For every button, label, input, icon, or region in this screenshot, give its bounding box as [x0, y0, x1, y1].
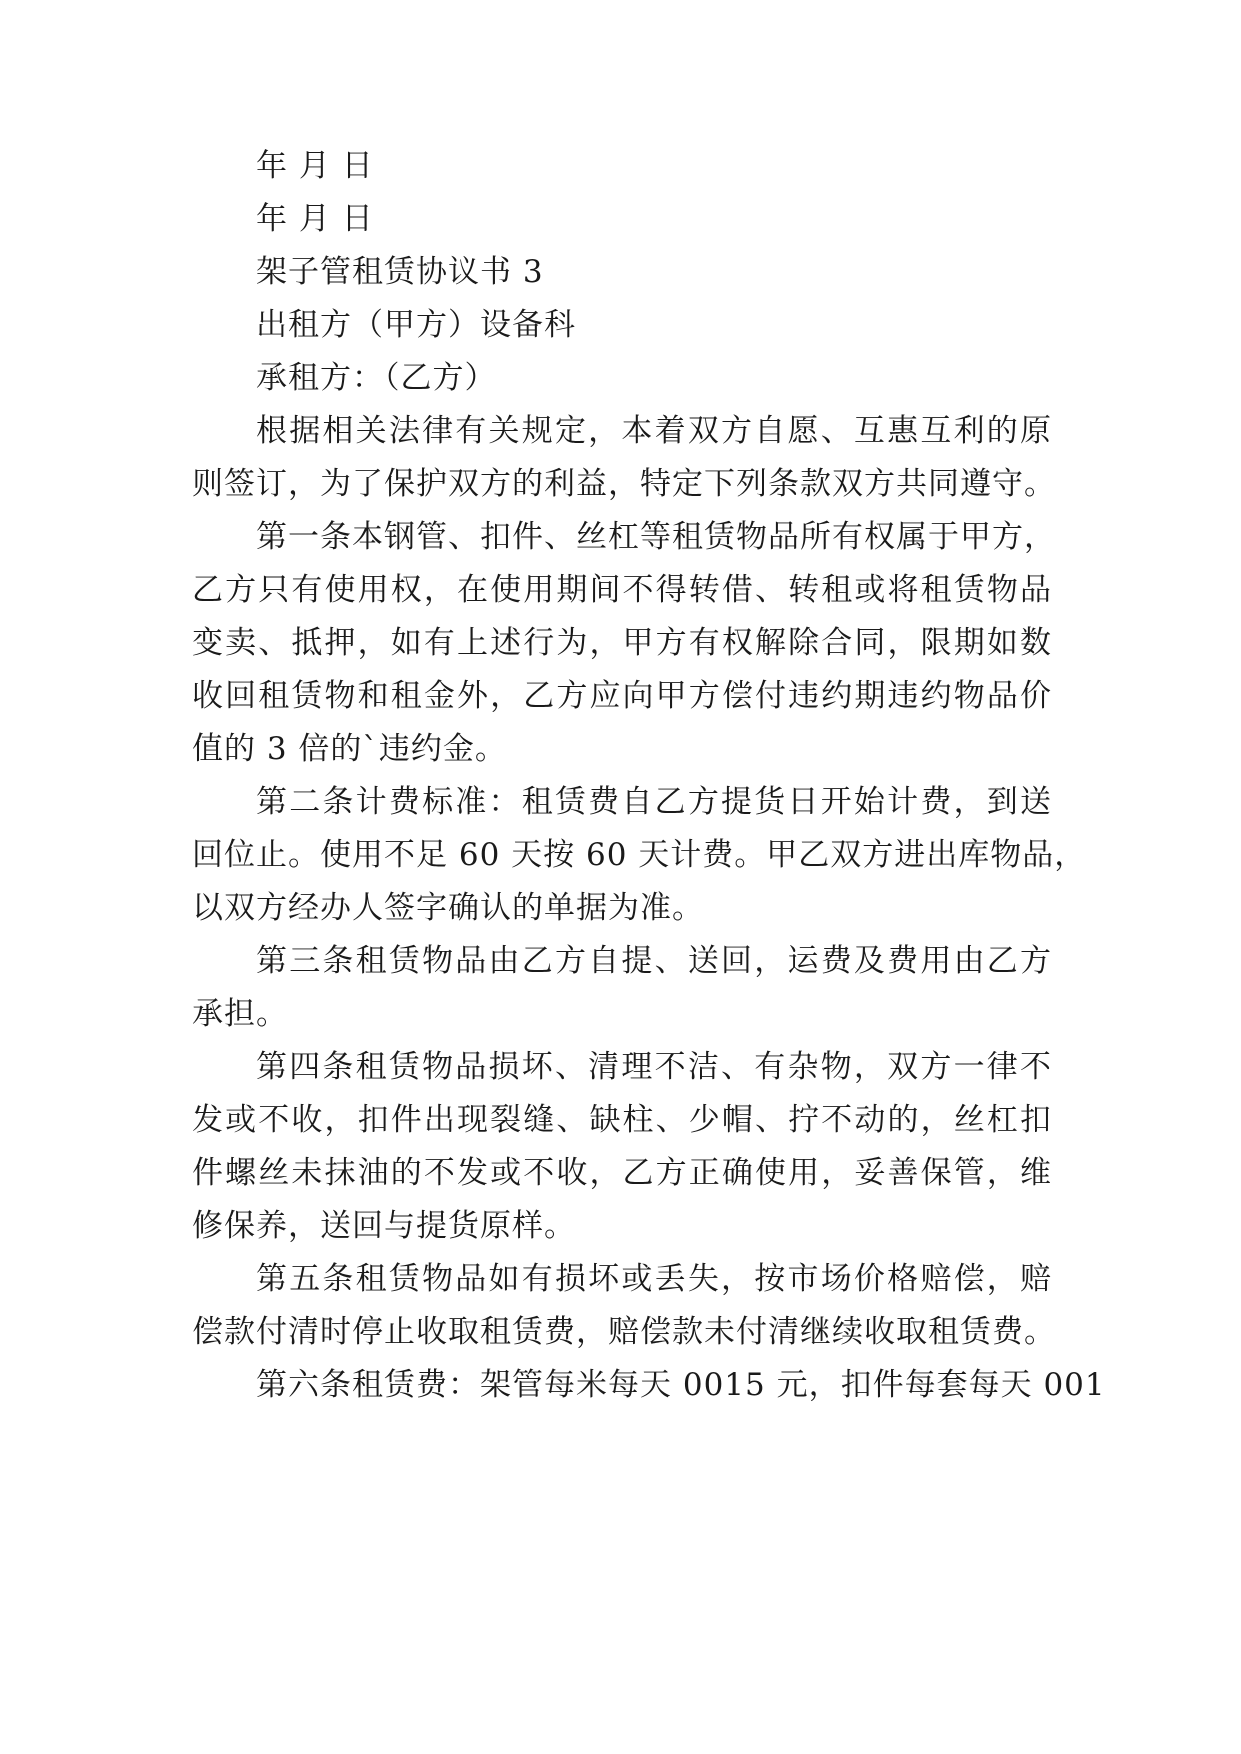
article-1-line-1: 第一条本钢管、扣件、丝杠等租赁物品所有权属于甲方，: [256, 519, 1056, 555]
date-line-2: 年 月 日: [256, 201, 374, 237]
article-1-line-3: 变卖、抵押，如有上述行为，甲方有权解除合同，限期如数: [192, 625, 1052, 661]
article-1-line-4: 收回租赁物和租金外，乙方应向甲方偿付违约期违约物品价: [192, 678, 1052, 714]
article-4-line-2: 发或不收，扣件出现裂缝、缺柱、少帽、拧不动的，丝杠扣: [192, 1102, 1052, 1138]
article-4-line-1: 第四条租赁物品损坏、清理不洁、有杂物，双方一律不: [256, 1049, 1052, 1085]
article-3-line-1: 第三条租赁物品由乙方自提、送回，运费及费用由乙方: [256, 943, 1052, 979]
article-4-line-3: 件螺丝未抹油的不发或不收，乙方正确使用，妥善保管，维: [192, 1155, 1052, 1191]
article-2-line-2: 回位止。使用不足 60 天按 60 天计费。甲乙双方进出库物品，: [192, 837, 1087, 873]
preamble-line-2: 则签订，为了保护双方的利益，特定下列条款双方共同遵守。: [192, 466, 1056, 502]
lessee-line: 承租方：（乙方）: [256, 360, 497, 396]
article-2-line-3: 以双方经办人签字确认的单据为准。: [192, 890, 704, 926]
preamble-line-1: 根据相关法律有关规定，本着双方自愿、互惠互利的原: [256, 413, 1052, 449]
date-line-1: 年 月 日: [256, 148, 374, 184]
article-3-line-2: 承担。: [192, 996, 288, 1032]
article-1-line-2: 乙方只有使用权，在使用期间不得转借、转租或将租赁物品: [192, 572, 1052, 608]
article-5-line-2: 偿款付清时停止收取租赁费，赔偿款未付清继续收取租赁费。: [192, 1314, 1056, 1350]
article-4-line-4: 修保养，送回与提货原样。: [192, 1208, 576, 1244]
lessor-line: 出租方（甲方）设备科: [256, 307, 576, 343]
article-2-line-1: 第二条计费标准：租赁费自乙方提货日开始计费，到送: [256, 784, 1052, 820]
article-6-line-1: 第六条租赁费：架管每米每天 0015 元，扣件每套每天 001: [256, 1367, 1106, 1403]
document-title: 架子管租赁协议书 3: [256, 254, 544, 290]
article-1-line-5: 值的 3 倍的`违约金。: [192, 731, 507, 767]
article-5-line-1: 第五条租赁物品如有损坏或丢失，按市场价格赔偿，赔: [256, 1261, 1052, 1297]
